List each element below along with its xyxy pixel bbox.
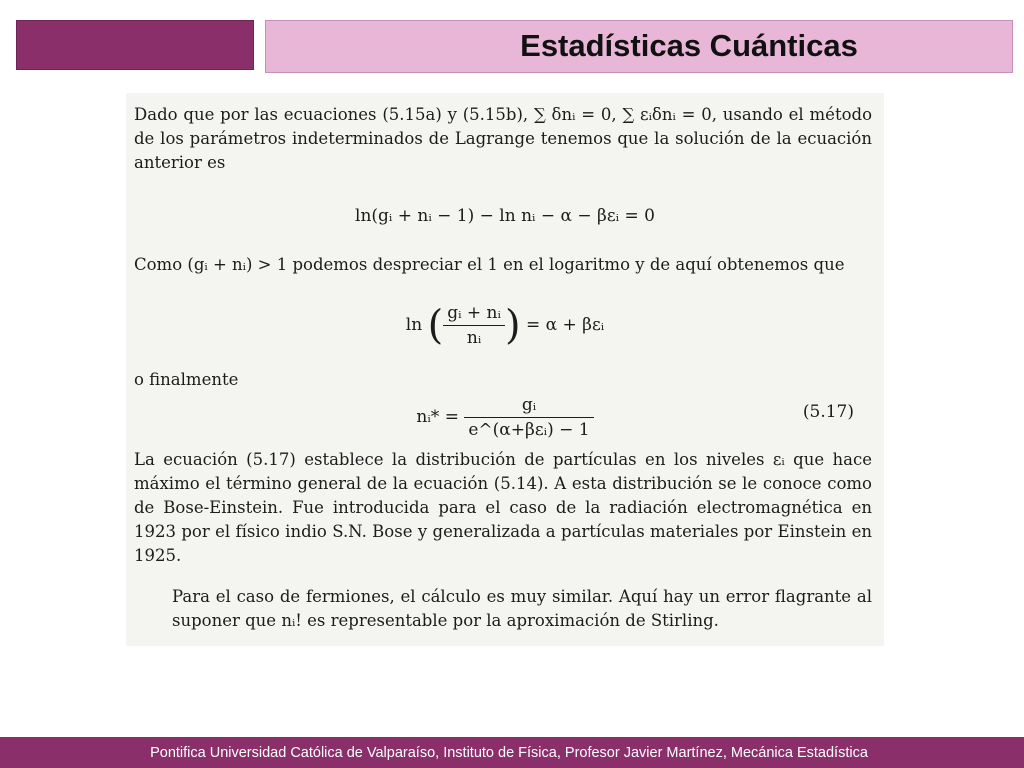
footer-bar [0, 737, 1024, 768]
eq2-suffix: = α + βεᵢ [525, 315, 605, 335]
paragraph-como: Como (gᵢ + nᵢ) > 1 podemos despreciar el 1 en el logaritmo y de aquí obtenemos que [134, 255, 845, 274]
eq2-numerator: gᵢ + nᵢ [443, 301, 505, 326]
eq2-prefix: ln [405, 315, 423, 335]
equation-ln-fraction: ln ( $\frac{\text{gᵢ + nᵢ}}{\text{nᵢ}}$ ) = α + βεᵢ [405, 302, 605, 349]
equation-log: ln(gᵢ + nᵢ − 1) − ln nᵢ − α − βεᵢ = 0 [355, 206, 655, 226]
eq3-numerator: gᵢ [464, 393, 593, 418]
paragraph-finalmente: o finalmente [134, 370, 239, 389]
equation-bose-einstein [126, 393, 884, 442]
paragraph-fermiones: Para el caso de fermiones, el cálculo es muy similar. Aquí hay un error flagrante al suponer que nᵢ! es representable por la aproximación de Stirling. [172, 587, 872, 630]
footer-text: Pontifica Universidad Católica de Valparaíso, Instituto de Física, Profesor Javier Martínez, Mecánica Estadística [150, 744, 868, 761]
accent-bar [16, 20, 254, 70]
eq3-lhs: nᵢ* = [416, 407, 459, 427]
title-bar [265, 20, 1013, 73]
eq3-denominator: e^(α+βεᵢ) − 1 [468, 420, 590, 440]
paragraph-distribucion: La ecuación (5.17) establece la distribución de partículas en los niveles εᵢ que hace máximo el término general de la ecuación (5.14). A esta distribución se le conoce como de Bose-Einstein. Fue introducida para el caso de la radiación electromagnética en 1923 por el físico indio S.N. Bose y generalizada a partículas materiales por Einstein en 1925. [134, 450, 872, 565]
eq3-fraction [464, 393, 593, 442]
slide-title: Estadísticas Cuánticas [520, 27, 858, 63]
scanned-text-image [126, 93, 884, 646]
eq2-denominator: nᵢ [466, 328, 482, 348]
paragraph-lagrange: Dado que por las ecuaciones (5.15a) y (5.15b), ∑ δnᵢ = 0, ∑ εᵢδnᵢ = 0, usando el método de los parámetros indeterminados de Lagrange tenemos que la solución de la ecuación anterior es [134, 105, 872, 172]
equation-number: (5.17) [802, 402, 854, 422]
eq2-fraction [443, 301, 505, 350]
